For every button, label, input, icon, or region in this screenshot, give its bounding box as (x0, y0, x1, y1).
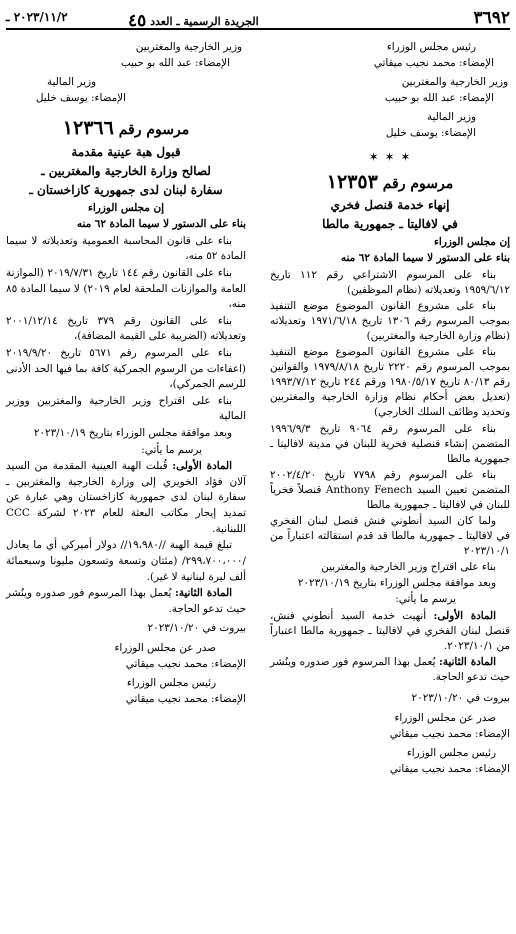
constitution-basis: بناء على الدستور لا سيما المادة ٦٢ منه (76, 218, 246, 231)
page-number: ٣٦٩٢ (473, 8, 510, 28)
date-line: بيروت في ٢٠٢٣/١٠/٢٠ (147, 622, 246, 635)
signatory-role: وزير الخارجية والمغتربين (401, 76, 508, 89)
article-label: المادة الأولى: (433, 610, 496, 622)
decree-title-line: سفارة لبنان لدى جمهورية كازاخستان ـ (29, 183, 223, 198)
gift-value: تبلغ قيمة الهبة //١٩،٩٨٠// دولار أميركي أي ما يعادل /٢٩٩،٧٠٠،٠٠٠/ (مئتان وتسعة وتسعون مليونا وسبعمائة ألف ليرة لبنانية لا غير). (6, 539, 246, 583)
article-text: قُبلت الهبة العينية المقدمة من السيد آلان فؤاد الخويري إلى وزارة الخارجية والمغتربين ـ سفارة لبنان لدى جمهورية كازاخستان وهي عبارة عن تمديد إيجار مكاتب البعثة للعام ٢٠٢٣ لشركة CCC اللبنانية. (6, 460, 247, 535)
article-text: يُعمل بهذا المرسوم فور صدوره وينُشر حيث تدعو الحاجة. (270, 656, 510, 684)
preamble-paragraph: بناء على اقتراح وزير الخارجية والمغتربين (321, 561, 496, 574)
signatory-role: رئيس مجلس الوزراء (386, 41, 476, 53)
left-column (6, 40, 246, 707)
article-1 (6, 459, 246, 537)
signatory-role: وزير الخارجية والمغتربين (135, 41, 242, 53)
article-label: المادة الثانية: (174, 587, 233, 600)
signatory-role: وزير المالية (46, 76, 96, 89)
decrees-phrase: يرسم ما يأتي: (395, 593, 456, 606)
decrees-phrase: يرسم ما يأتي: (141, 443, 202, 456)
issue-number: ٤٥ (128, 11, 147, 31)
preamble-paragraph: وبعد موافقة مجلس الوزراء بتاريخ ٢٠٢٣/١٠/١٩ (33, 427, 232, 440)
signature-line: الإمضاء: محمد نجيب ميقاتي (373, 56, 494, 69)
article-label: المادة الثانية: (438, 656, 497, 669)
preamble-paragraph: بناء على اقتراح وزير الخارجية والمغتربين ووزير المالية (6, 394, 246, 423)
signature-line: الإمضاء: محمد نجيب ميقاتي (389, 762, 510, 775)
decree-title-line: لصالح وزارة الخارجية والمغتربين ـ (41, 164, 211, 179)
preamble-paragraph: بناء على القانون رقم ١٤٤ تاريخ ٢٠١٩/٧/٣١ (الموازنة العامة والموازنات الملحقة لعام ٢٠١٩) لا سيما المادة ٨٥ منه، (6, 266, 246, 311)
constitution-basis: بناء على الدستور لا سيما المادة ٦٢ منه (340, 252, 510, 265)
article-text: يُعمل بهذا المرسوم فور صدوره وينُشر حيث تدعو الحاجة. (6, 587, 246, 615)
decree-number: ١٢٣٦٦ (62, 117, 114, 140)
decree-title-line: في لافاليتا ـ جمهورية مالطا (322, 217, 458, 232)
decree-title (6, 143, 246, 201)
preamble-paragraph: بناء على المرسوم رقم ٥٦٧١ تاريخ ٢٠١٩/٩/٢٠ (اعفاءات من الرسوم الجمركية كافة بما فيها الحد الأدنى للرسم الجمركي)، (6, 346, 246, 391)
article-2 (6, 586, 246, 617)
section-separator: ✶ ✶ ✶ (368, 149, 412, 164)
signature-line: الإمضاء: محمد نجيب ميقاتي (125, 692, 246, 705)
signature-line: الإمضاء: يوسف خليل (35, 91, 126, 104)
signatory-role: رئيس مجلس الوزراء (126, 677, 216, 690)
article-2 (270, 655, 510, 685)
decree-title-line: قبول هبة عينية مقدمة (71, 144, 181, 159)
decree-label: مرسوم رقم (118, 122, 190, 139)
signatory-role: وزير المالية (426, 111, 476, 124)
issue-date: ٢٠٢٣/١١/٢ ـ (6, 10, 68, 24)
signature-line: الإمضاء: عبد الله بو حبيب (384, 91, 494, 104)
signatory-role: رئيس مجلس الوزراء (406, 747, 496, 760)
preamble-paragraph: ولما كان السيد أنطوني فنش قنصل لبنان الفخري في لافاليتا ـ جمهورية مالطا قد قدم استقالته اعتباراً من ٢٠٢٣/١٠/١ (270, 515, 510, 558)
journal-name: الجريدة الرسمية ـ العدد (150, 15, 259, 28)
preamble-paragraph: بناء على القانون رقم ٣٧٩ تاريخ ٢٠٠١/١٢/١٤ وتعديلاته (الضريبة على القيمة المضافة)، (6, 314, 246, 343)
top-signatures (270, 40, 510, 142)
date-line: بيروت في ٢٠٢٣/١٠/٢٠ (411, 692, 510, 705)
signature-line: الإمضاء: محمد نجيب ميقاتي (389, 727, 510, 740)
page-header (6, 6, 510, 30)
article-text: أنهيت خدمة السيد أنطوني فنش، قنصل لبنان الفخري في لافاليتا ـ جمهورية مالطا اعتباراً من ٢٠٢٣/١٠/١. (270, 610, 510, 653)
preamble-paragraph: بناء على قانون المحاسبة العمومية وتعديلاته لا سيما المادة ٥٢ منه، (6, 234, 246, 263)
signature-line: الإمضاء: محمد نجيب ميقاتي (125, 657, 246, 670)
signature-line: الإمضاء: يوسف خليل (385, 127, 476, 140)
decree-label: مرسوم رقم (382, 175, 454, 192)
article-1 (270, 609, 510, 654)
top-signatures (6, 40, 246, 106)
decree-heading (270, 168, 510, 197)
preamble-paragraph: وبعد موافقة مجلس الوزراء بتاريخ ٢٠٢٣/١٠/١٩ (297, 577, 496, 590)
article-label: المادة الأولى: (172, 460, 232, 473)
council-intro: إن مجلس الوزراء (88, 201, 164, 214)
decree-number: ١٢٣٥٣ (326, 170, 378, 193)
right-column (270, 40, 510, 777)
decree-title-line: إنهاء خدمة قنصل فخري (330, 198, 450, 213)
signature-line: الإمضاء: عبد الله بو حبيب (120, 56, 230, 69)
decree-title (270, 196, 510, 234)
preamble-paragraph: بناء على مشروع القانون الموضوع موضع التنفيذ بموجب المرسوم رقم ١٣٠٦ تاريخ ١٩٧١/٦/١٨ وتعديلاته (نظام وزارة الخارجية والمغتربين) (270, 299, 511, 343)
preamble-paragraph: بناء على المرسوم رقم ٩٠٦٤ تاريخ ١٩٩٦/٩/٣ المتضمن إنشاء قنصلية فخرية للبنان في مدينة لافاليتا ـ جمهورية مالطا (270, 422, 510, 465)
decree-heading (6, 114, 246, 143)
issued-by: صدر عن مجلس الوزراء (394, 712, 496, 724)
preamble-paragraph: بناء على مشروع القانون الموضوع موضع التنفيذ بموجب المرسوم رقم ٢٢٢٠ تاريخ ١٩٧٩/٨/١٨ والقوانين رقم ٨٠/١٣ تاريخ ١٩٨٠/٥/١٧ ورقم ٢٤٤ تاريخ ١٩٩٣/٧/١٢ (تعديل بعض أحكام نظام وزارة الخارجية والمغتربين وتحديد وظائف السلك الخارجي) (270, 346, 510, 419)
council-intro: إن مجلس الوزراء (434, 235, 510, 248)
preamble-paragraph: بناء على المرسوم رقم ٧٧٩٨ تاريخ ٢٠٠٢/٤/٢٠ المتضمن تعيين السيد Anthony Fenech قنصلاً فخرياً للبنان في لافاليتا ـ جمهورية مالطا (270, 468, 511, 511)
issued-by: صدر عن مجلس الوزراء (114, 641, 216, 654)
journal-title (128, 9, 259, 35)
preamble-paragraph: بناء على المرسوم الاشتراعي رقم ١١٢ تاريخ ١٩٥٩/٦/١٢ وتعديلاته (نظام الموظفين) (270, 268, 510, 296)
